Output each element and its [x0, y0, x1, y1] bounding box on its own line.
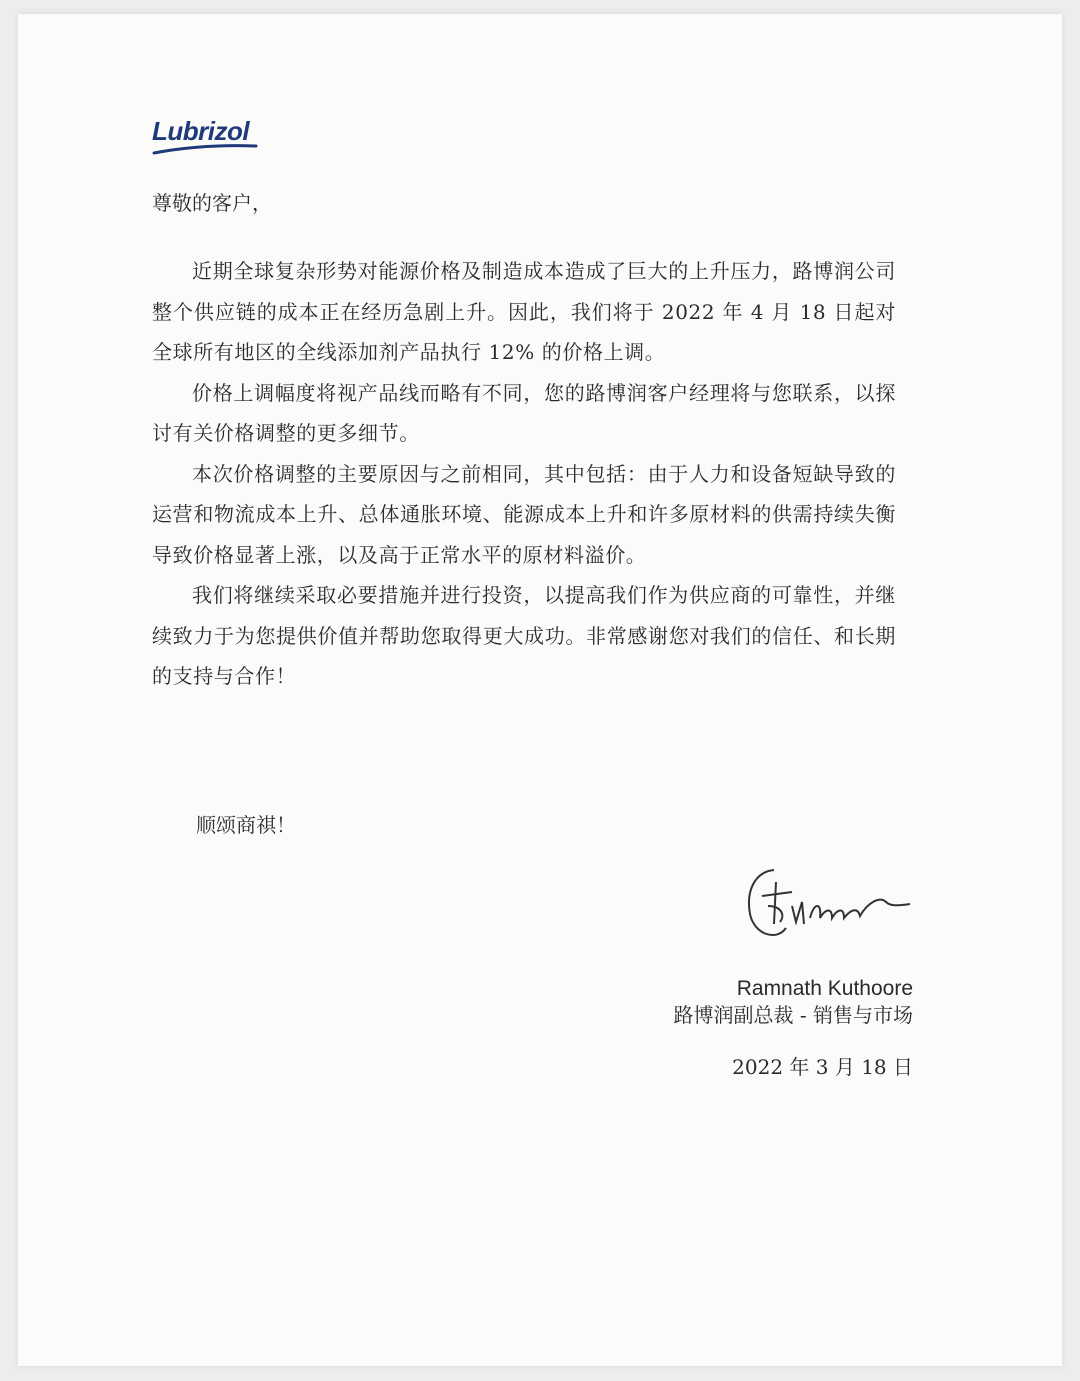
logo-swoosh-icon	[152, 142, 260, 156]
paragraph-thanks: 我们将继续采取必要措施并进行投资，以提高我们作为供应商的可靠性，并继续致力于为您提供价值并帮助您取得更大成功。非常感谢您对我们的信任、和长期的支持与合作！	[152, 583, 896, 688]
signatory-name: Ramnath Kuthoore	[736, 977, 913, 1000]
letter-page	[18, 14, 1062, 1366]
letter-body	[152, 251, 896, 697]
salutation: 尊敬的客户，	[152, 191, 272, 215]
signatory-block	[674, 976, 913, 1028]
closing-phrase: 顺颂商祺！	[196, 813, 296, 837]
paragraph-price-increase: 近期全球复杂形势对能源价格及制造成本造成了巨大的上升压力，路博润公司整个供应链的成本正在经历急剧上升。因此，我们将于 2022 年 4 月 18 日起对全球所有地区的全线添加剂产品执行 12% 的价格上调。	[152, 259, 896, 364]
letter-date: 2022 年 3 月 18 日	[732, 1055, 913, 1079]
paragraph-reasons: 本次价格调整的主要原因与之前相同，其中包括：由于人力和设备短缺导致的运营和物流成本上升、总体通胀环境、能源成本上升和许多原材料的供需持续失衡导致价格显著上涨，以及高于正常水平的原材料溢价。	[152, 461, 896, 567]
company-logo	[152, 114, 262, 162]
paragraph-adjustment-details: 价格上调幅度将视产品线而略有不同，您的路博润客户经理将与您联系，以探讨有关价格调整的更多细节。	[152, 380, 896, 445]
handwritten-signature	[740, 862, 920, 946]
signatory-title: 路博润副总裁 - 销售与市场	[673, 1003, 913, 1027]
logo-wordmark: Lubrizol	[152, 116, 250, 146]
